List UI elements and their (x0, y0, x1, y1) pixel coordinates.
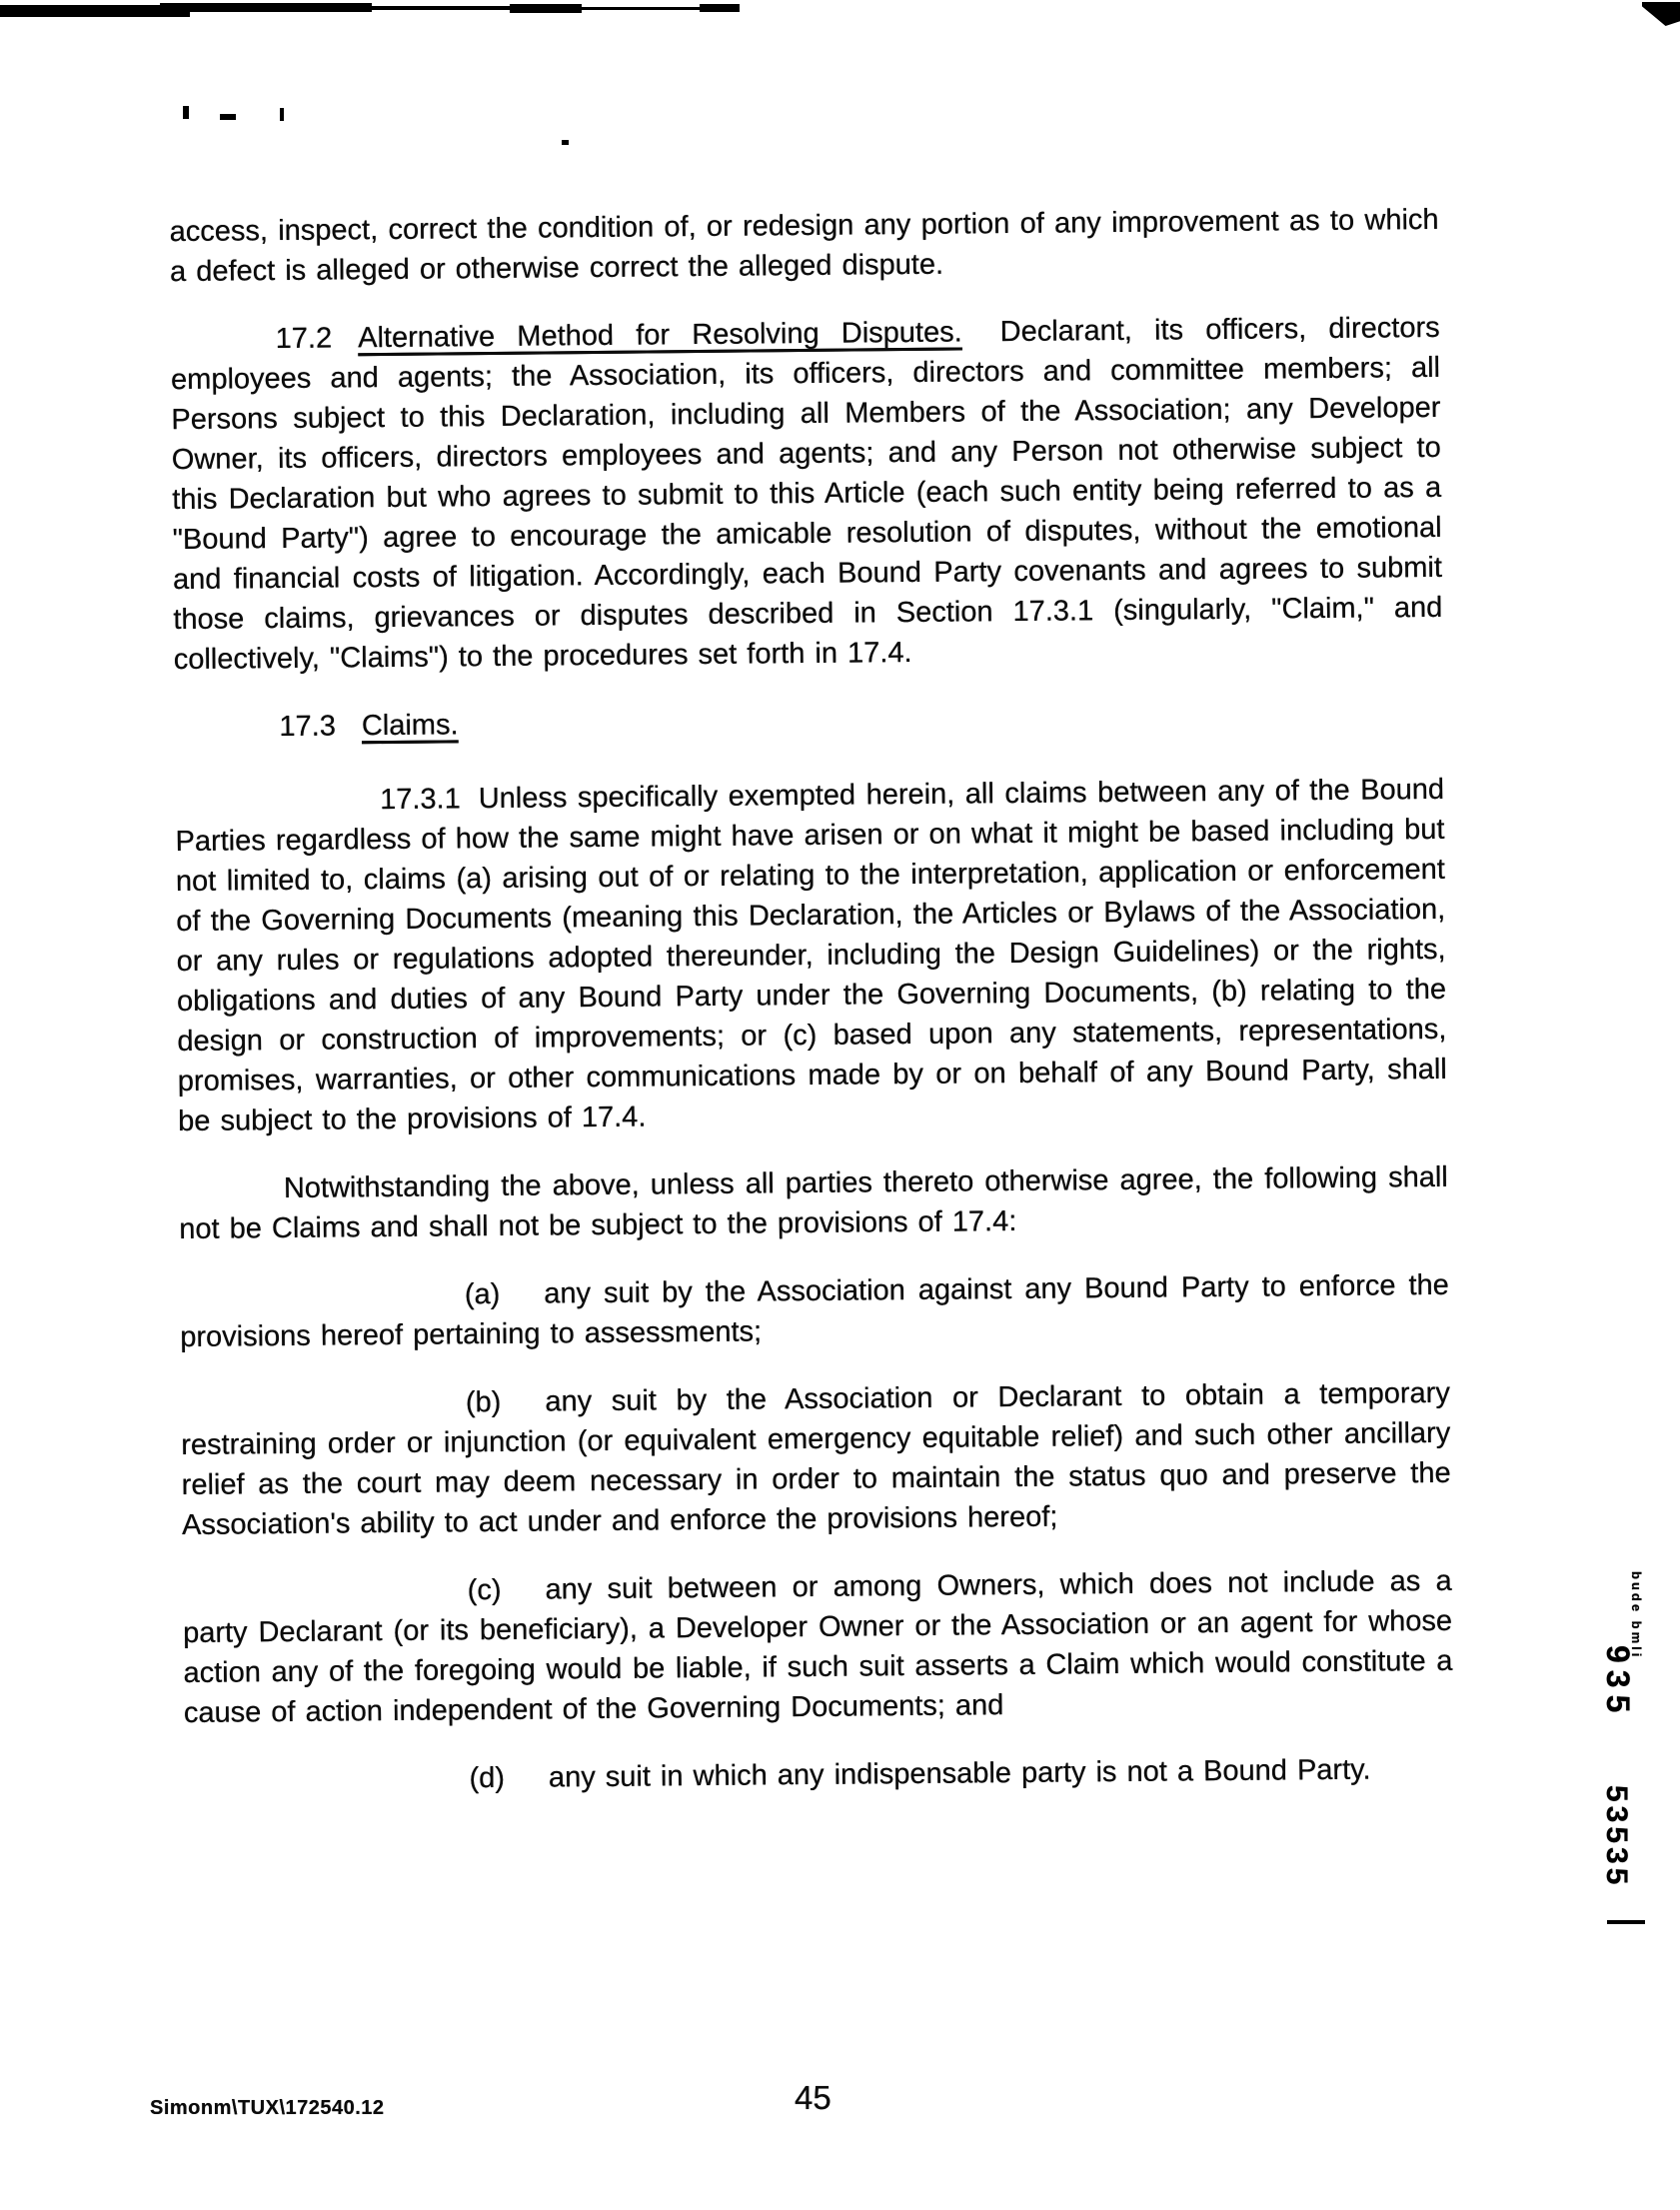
scan-bar-segment (700, 4, 740, 12)
margin-stamp-illegible-upper: 935 (1600, 1645, 1636, 1720)
paragraph-section-17-3 (174, 696, 1443, 748)
paragraph-text: any suit by the Association or Declarant to obtain a temporary restraining order or injunction (or equivalent emergency equitable relief) and such other ancillary relief as the court may deem necessary in order to maintain the status quo and preserve the Association's ability to act under and enforce the provisions hereof; (181, 1376, 1451, 1542)
paragraph-text: any suit by the Association against any Bound Party to enforce the provisions hereof pertaining to assessments; (180, 1268, 1449, 1354)
paragraph-text: access, inspect, correct the condition of, or redesign any portion of any improvement as to which a defect is alleged or otherwise correct the alleged dispute. (169, 203, 1439, 289)
footer-file-reference: Simonm\TUX\172540.12 (150, 2097, 385, 2119)
margin-stamp-illegible-lower: 53535 (1600, 1785, 1633, 1889)
toner-speck (562, 140, 569, 145)
paragraph-section-17-3-1 (175, 770, 1447, 1141)
toner-speck (280, 108, 284, 121)
paragraph-text: any suit in which any indispensable party is not a Bound Party. (548, 1753, 1371, 1794)
list-item-label: (b) (465, 1385, 502, 1419)
section-number: 17.3 (279, 710, 337, 744)
scan-bar-segment (160, 3, 372, 12)
section-number: 17.2 (275, 322, 333, 356)
toner-speck (220, 114, 236, 120)
paragraph-continuation (169, 200, 1439, 292)
toner-speck (183, 106, 189, 119)
paragraph-section-17-2 (171, 308, 1443, 680)
list-item-c (183, 1561, 1453, 1733)
list-item-d (184, 1749, 1453, 1801)
section-number: 17.3.1 (379, 783, 461, 817)
list-item-label: (c) (467, 1573, 502, 1607)
paragraph-text: Notwithstanding the above, unless all parties thereto otherwise agree, the following shall not be Claims and shall not be subject to the provisions of 17.4: (179, 1160, 1448, 1246)
document-body (169, 200, 1453, 1829)
paragraph-notwithstanding (179, 1157, 1449, 1249)
scan-artifact-corner (1642, 2, 1680, 26)
scan-bar-segment (372, 6, 515, 10)
margin-stamp-underline (1607, 1920, 1645, 1924)
paragraph-text: any suit between or among Owners, which does not include as a party Declarant (or its beneficiary), a Developer Owner or the Association or an agent for whose action any of the foregoing would be liable, if such suit asserts a Claim which would constitute a cause of action independent of the Governing Documents; and (182, 1564, 1453, 1730)
list-item-b (181, 1373, 1451, 1545)
page-number: 45 (795, 2079, 832, 2116)
margin-stamp-illegible-small: bude bmli (1629, 1571, 1644, 1660)
list-item-label: (a) (464, 1277, 501, 1311)
section-heading: Claims. (361, 709, 459, 743)
scan-bar-segment (510, 4, 582, 13)
list-item-label: (d) (469, 1761, 506, 1795)
paragraph-text: Declarant, its officers, directors employees and agents; the Association, its officers, directors and committee members; all Persons subject to this Declaration, including all Members of the Association; any Developer Owner, its officers, directors employees and agents; and any Person not otherwise subject to this Declaration but who agrees to submit to this Article (each such entity being referred to as a "Bound Party") agree to encourage the amicable resolution of disputes, without the emotional and financial costs of litigation. Accordingly, each Bound Party covenants and agrees to submit those claims, grievances or disputes described in Section 17.3.1 (singularly, "Claim," and collectively, "Claims") to the procedures set forth in 17.4. (170, 311, 1443, 677)
paragraph-text: Unless specifically exempted herein, all claims between any of the Bound Parties regardless of how the same might have arisen or on what it might be based including but not limited to, claims (a) arising out of or relating to the interpretation, application or enforcement of the Governing Documents (meaning this Declaration, the Articles or Bylaws of the Association, or any rules or regulations adopted thereunder, including the Design Guidelines) or the rights, obligations and duties of any Bound Party under the Governing Documents, (b) relating to the design or construction of improvements; or (c) based upon any statements, representations, promises, warranties, or other communications made by or on behalf of any Bound Party, shall be subject to the provisions of 17.4. (175, 773, 1447, 1138)
section-heading: Alternative Method for Resolving Disputes. (357, 316, 962, 355)
list-item-a (180, 1265, 1450, 1357)
scan-bar-segment (580, 7, 702, 10)
